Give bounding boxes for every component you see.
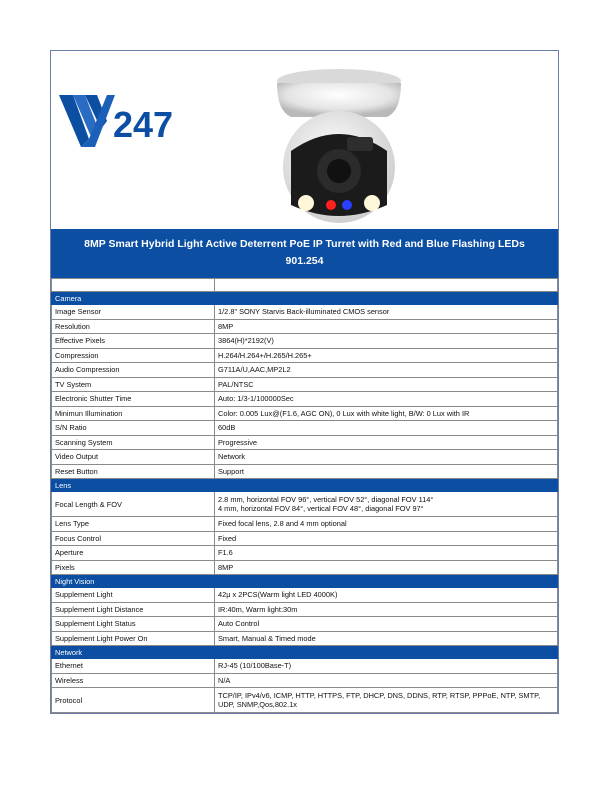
spec-value: PAL/NTSC <box>215 377 558 392</box>
svg-text:247: 247 <box>113 104 174 145</box>
spec-value-line: TCP/IP, IPv4/v6, ICMP, HTTP, HTTPS, FTP, DHCP, DNS, DDNS, RTP, RTSP, PPPoE, NTP, SMTP, <box>218 691 541 700</box>
spec-label: Resolution <box>52 319 215 334</box>
table-row <box>52 617 558 632</box>
table-row <box>52 560 558 575</box>
spec-label: Effective Pixels <box>52 334 215 349</box>
table-row <box>52 631 558 646</box>
spec-value: F1.6 <box>215 546 558 561</box>
spec-value: G711A/U,AAC,MP2L2 <box>215 363 558 378</box>
table-row <box>52 688 558 713</box>
spec-label: Protocol <box>52 688 215 713</box>
spec-value: IR:40m, Warm light:30m <box>215 602 558 617</box>
spec-label: Electronic Shutter Time <box>52 392 215 407</box>
spec-label: Supplement Light <box>52 588 215 603</box>
table-row <box>52 334 558 349</box>
table-row <box>52 659 558 674</box>
spec-value: Auto Control <box>215 617 558 632</box>
section-heading: Lens <box>52 479 558 492</box>
spec-label: Lens Type <box>52 517 215 532</box>
table-row <box>52 492 558 517</box>
table-row <box>52 450 558 465</box>
spec-value-line: UDP, SNMP,Qos,802.1x <box>218 700 298 709</box>
spec-label: Video Output <box>52 450 215 465</box>
spec-value-line: 2.8 mm, horizontal FOV 96°, vertical FOV 52°, diagonal FOV 114° <box>218 495 434 504</box>
spec-label: Focal Length & FOV <box>52 492 215 517</box>
spec-value: Auto: 1/3-1/100000Sec <box>215 392 558 407</box>
table-row <box>52 531 558 546</box>
section-lens <box>52 479 558 492</box>
section-heading: Night Vision <box>52 575 558 588</box>
section-network <box>52 646 558 659</box>
spec-value: Fixed focal lens, 2.8 and 4 mm optional <box>215 517 558 532</box>
table-row <box>52 588 558 603</box>
table-row <box>52 406 558 421</box>
spec-value: 1/2.8" SONY Starvis Back-illuminated CMOS sensor <box>215 305 558 320</box>
table-row <box>52 673 558 688</box>
spec-value: H.264/H.264+/H.265/H.265+ <box>215 348 558 363</box>
section-heading: Camera <box>52 292 558 305</box>
section-heading: Network <box>52 646 558 659</box>
spec-value: Support <box>215 464 558 479</box>
spec-value <box>215 492 558 517</box>
spec-value: 8MP <box>215 560 558 575</box>
table-row <box>52 348 558 363</box>
header-area <box>51 51 558 229</box>
spec-label: Supplement Light Power On <box>52 631 215 646</box>
spec-label: Minimun Illumination <box>52 406 215 421</box>
spec-value: 8MP <box>215 319 558 334</box>
spec-value-line: 4 mm, horizontal FOV 84°, vertical FOV 48°, diagonal FOV 97° <box>218 504 424 513</box>
camera-product-image <box>251 55 421 225</box>
spec-label: Supplement Light Distance <box>52 602 215 617</box>
spec-sheet <box>50 50 559 714</box>
spec-label: Supplement Light Status <box>52 617 215 632</box>
spec-label: Aperture <box>52 546 215 561</box>
table-row <box>52 464 558 479</box>
spec-label: Compression <box>52 348 215 363</box>
spec-value: 42μ x 2PCS(Warm light LED 4000K) <box>215 588 558 603</box>
spec-label: S/N Ratio <box>52 421 215 436</box>
w247-logo <box>59 91 199 151</box>
spec-label: Ethernet <box>52 659 215 674</box>
spec-label: Wireless <box>52 673 215 688</box>
spec-label: Reset Button <box>52 464 215 479</box>
spec-value <box>215 688 558 713</box>
table-row <box>52 421 558 436</box>
spec-label: Audio Compression <box>52 363 215 378</box>
spec-value: Fixed <box>215 531 558 546</box>
spec-table <box>51 278 558 713</box>
spec-label: Focus Control <box>52 531 215 546</box>
table-row <box>52 319 558 334</box>
spec-value: 60dB <box>215 421 558 436</box>
table-row <box>52 602 558 617</box>
spec-label: Image Sensor <box>52 305 215 320</box>
spec-label: Scanning System <box>52 435 215 450</box>
spec-label: Pixels <box>52 560 215 575</box>
blank-row <box>52 279 558 292</box>
spec-value: N/A <box>215 673 558 688</box>
product-model: 901.254 <box>285 255 324 267</box>
table-row <box>52 435 558 450</box>
table-row <box>52 392 558 407</box>
spec-value: Network <box>215 450 558 465</box>
spec-value: Progressive <box>215 435 558 450</box>
table-row <box>52 363 558 378</box>
table-row <box>52 377 558 392</box>
spec-value: 3864(H)*2192(V) <box>215 334 558 349</box>
product-title-bar <box>51 229 558 278</box>
section-camera <box>52 292 558 305</box>
spec-value: Color: 0.005 Lux@(F1.6, AGC ON), 0 Lux with white light, B/W: 0 Lux with IR <box>215 406 558 421</box>
table-row <box>52 517 558 532</box>
section-night-vision <box>52 575 558 588</box>
spec-label: TV System <box>52 377 215 392</box>
product-title: 8MP Smart Hybrid Light Active Deterrent PoE IP Turret with Red and Blue Flashing LEDs <box>84 238 525 250</box>
table-row <box>52 546 558 561</box>
table-row <box>52 305 558 320</box>
spec-value: Smart, Manual & Timed mode <box>215 631 558 646</box>
spec-value: RJ-45 (10/100Base-T) <box>215 659 558 674</box>
